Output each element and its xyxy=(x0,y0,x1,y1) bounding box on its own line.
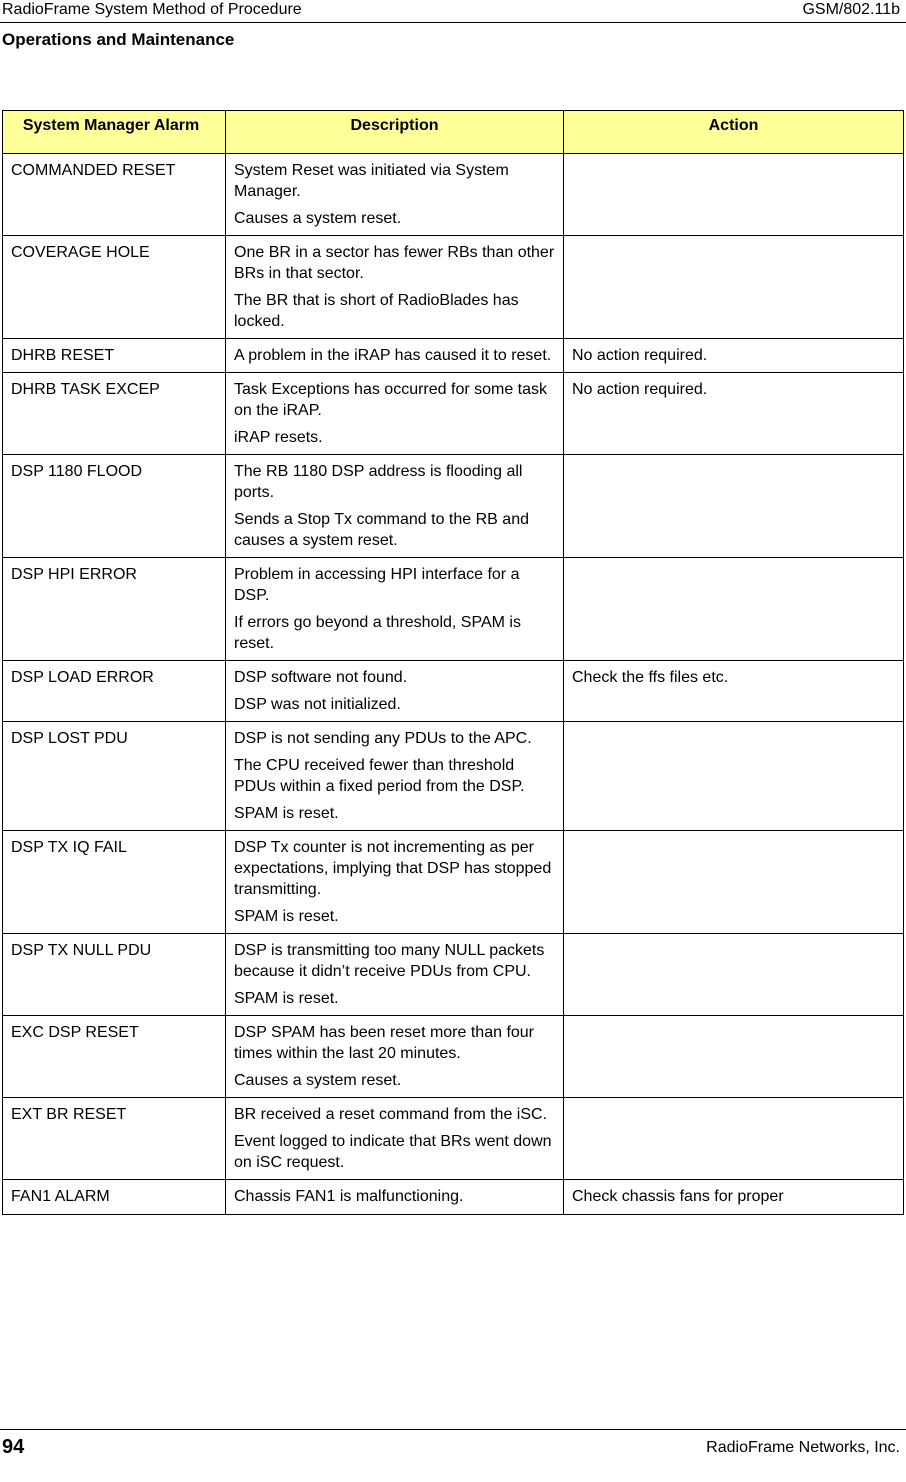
table-row xyxy=(3,934,904,1016)
alarm-cell: COVERAGE HOLE xyxy=(3,236,226,339)
action-cell xyxy=(564,236,904,339)
action-cell: No action required. xyxy=(564,373,904,455)
table-row xyxy=(3,339,904,373)
description-line: Event logged to indicate that BRs went down on iSC request. xyxy=(234,1133,552,1171)
page-number: 94 xyxy=(2,1436,25,1458)
table-row xyxy=(3,373,904,455)
alarm-cell: DHRB RESET xyxy=(3,339,226,373)
action-cell xyxy=(564,1098,904,1180)
description-cell xyxy=(226,455,564,558)
description-line: The BR that is short of RadioBlades has locked. xyxy=(234,292,519,330)
description-line: Problem in accessing HPI interface for a DSP. xyxy=(234,566,520,604)
footer-rule xyxy=(0,1429,906,1430)
description-cell xyxy=(226,373,564,455)
description-line: The CPU received fewer than threshold PDUs within a fixed period from the DSP. xyxy=(234,757,525,795)
table-row xyxy=(3,558,904,661)
description-cell xyxy=(226,934,564,1016)
section-title: Operations and Maintenance xyxy=(2,30,235,49)
description-line: SPAM is reset. xyxy=(234,805,339,822)
table-row xyxy=(3,1098,904,1180)
action-cell xyxy=(564,934,904,1016)
description-line: A problem in the iRAP has caused it to reset. xyxy=(234,347,552,364)
column-header-description: Description xyxy=(226,111,564,154)
alarm-cell: EXC DSP RESET xyxy=(3,1016,226,1098)
action-cell: Check the ffs files etc. xyxy=(564,661,904,722)
description-line: Causes a system reset. xyxy=(234,210,402,227)
action-cell xyxy=(564,1016,904,1098)
description-line: SPAM is reset. xyxy=(234,908,339,925)
description-line: Chassis FAN1 is malfunctioning. xyxy=(234,1188,464,1205)
header-document-code: GSM/802.11b xyxy=(802,1,900,18)
description-cell xyxy=(226,1016,564,1098)
table-row xyxy=(3,661,904,722)
description-line: DSP Tx counter is not incrementing as per expectations, implying that DSP has stopped transmitting. xyxy=(234,839,552,898)
description-line: BR received a reset command from the iSC. xyxy=(234,1106,548,1123)
description-cell xyxy=(226,558,564,661)
running-header xyxy=(0,0,906,23)
column-header-action: Action xyxy=(564,111,904,154)
action-cell xyxy=(564,154,904,236)
description-cell xyxy=(226,1180,564,1215)
table-row xyxy=(3,722,904,831)
table-row xyxy=(3,831,904,934)
description-line: iRAP resets. xyxy=(234,429,323,446)
action-cell xyxy=(564,831,904,934)
alarm-cell: COMMANDED RESET xyxy=(3,154,226,236)
alarm-cell: DSP LOAD ERROR xyxy=(3,661,226,722)
description-line: The RB 1180 DSP address is flooding all ports. xyxy=(234,463,523,501)
description-line: DSP software not found. xyxy=(234,669,408,686)
table-row xyxy=(3,1180,904,1215)
table-row xyxy=(3,154,904,236)
description-line: Sends a Stop Tx command to the RB and causes a system reset. xyxy=(234,511,529,549)
description-line: DSP SPAM has been reset more than four times within the last 20 minutes. xyxy=(234,1024,535,1062)
description-cell xyxy=(226,339,564,373)
description-cell xyxy=(226,1098,564,1180)
table-row xyxy=(3,236,904,339)
table-row xyxy=(3,455,904,558)
alarm-cell: DSP 1180 FLOOD xyxy=(3,455,226,558)
table-header-row xyxy=(3,111,904,154)
description-cell xyxy=(226,236,564,339)
description-line: DSP was not initialized. xyxy=(234,696,401,713)
action-cell xyxy=(564,455,904,558)
alarm-cell: DSP LOST PDU xyxy=(3,722,226,831)
alarm-cell: DSP TX NULL PDU xyxy=(3,934,226,1016)
action-text: Check chassis fans for proper xyxy=(572,1188,784,1205)
description-cell xyxy=(226,831,564,934)
table-row xyxy=(3,1016,904,1098)
alarm-cell: DSP HPI ERROR xyxy=(3,558,226,661)
action-cell xyxy=(564,1180,904,1215)
alarm-text: FAN1 ALARM xyxy=(11,1188,110,1205)
header-document-title: RadioFrame System Method of Procedure xyxy=(2,1,302,18)
description-line: DSP is not sending any PDUs to the APC. xyxy=(234,730,532,747)
action-cell xyxy=(564,558,904,661)
alarm-cell: DSP TX IQ FAIL xyxy=(3,831,226,934)
footer-company: RadioFrame Networks, Inc. xyxy=(706,1439,900,1456)
description-cell xyxy=(226,661,564,722)
alarm-cell xyxy=(3,1180,226,1215)
description-cell xyxy=(226,154,564,236)
description-line: Causes a system reset. xyxy=(234,1072,402,1089)
description-line: DSP is transmitting too many NULL packets because it didn’t receive PDUs from CPU. xyxy=(234,942,545,980)
description-line: SPAM is reset. xyxy=(234,990,339,1007)
column-header-alarm: System Manager Alarm xyxy=(3,111,226,154)
description-line: System Reset was initiated via System Manager. xyxy=(234,162,509,200)
action-cell: No action required. xyxy=(564,339,904,373)
description-line: If errors go beyond a threshold, SPAM is reset. xyxy=(234,614,521,652)
alarm-cell: DHRB TASK EXCEP xyxy=(3,373,226,455)
description-line: One BR in a sector has fewer RBs than other BRs in that sector. xyxy=(234,244,555,282)
description-cell xyxy=(226,722,564,831)
description-line: Task Exceptions has occurred for some task on the iRAP. xyxy=(234,381,548,419)
alarm-cell: EXT BR RESET xyxy=(3,1098,226,1180)
alarm-table xyxy=(2,110,904,1215)
action-cell xyxy=(564,722,904,831)
